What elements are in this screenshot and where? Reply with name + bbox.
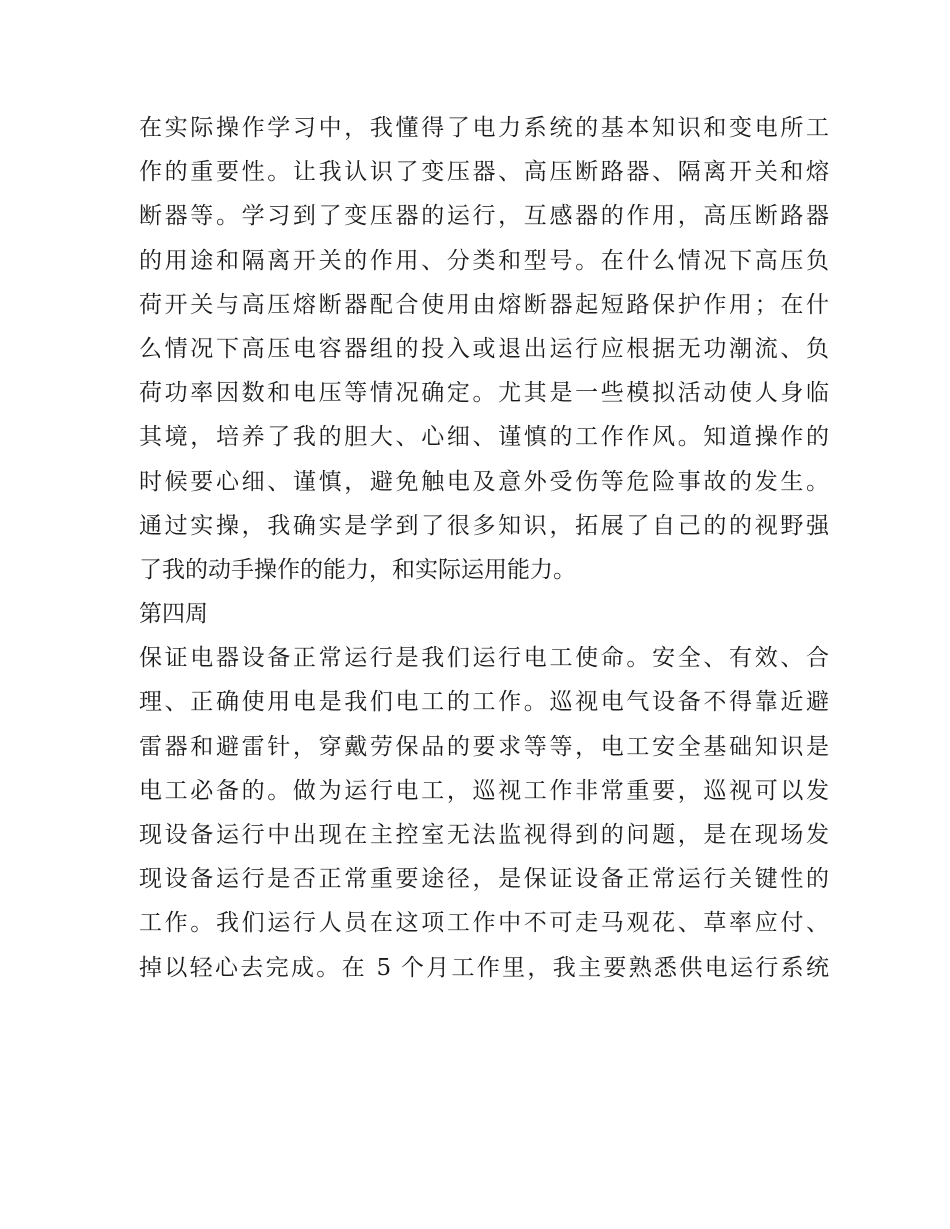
text-line: 电工必备的。做为运行电工，巡视工作非常重要，巡视可以发 <box>139 777 829 804</box>
text-line: 理、正确使用电是我们电工的工作。巡视电气设备不得靠近避 <box>139 689 829 716</box>
text-line: 时候要心细、谨慎，避免触电及意外受伤等危险事故的发生。 <box>139 468 829 495</box>
text-line: 断器等。学习到了变压器的运行，互感器的作用，高压断路器 <box>139 203 829 230</box>
text-line: 了我的动手操作的能力，和实际运用能力。 <box>139 556 576 583</box>
text-line: 其境，培养了我的胆大、心细、谨慎的工作作风。知道操作的 <box>139 424 829 451</box>
paragraph-2 <box>139 636 829 990</box>
text-line: 在实际操作学习中，我懂得了电力系统的基本知识和变电所工 <box>139 115 829 141</box>
text-line: 的用途和隔离开关的作用、分类和型号。在什么情况下高压负 <box>139 247 829 274</box>
text-line: 掉以轻心去完成。在 5 个月工作里，我主要熟悉供电运行系统 <box>139 954 829 981</box>
text-line: 荷开关与高压熔断器配合使用由熔断器起短路保护作用；在什 <box>139 291 829 318</box>
text-line: 雷器和避雷针，穿戴劳保品的要求等等，电工安全基础知识是 <box>139 733 829 760</box>
text-line: 保证电器设备正常运行是我们运行电工使命。安全、有效、合 <box>139 645 829 672</box>
text-line: 通过实操，我确实是学到了很多知识，拓展了自己的的视野强 <box>139 512 829 539</box>
text-line: 工作。我们运行人员在这项工作中不可走马观花、草率应付、 <box>139 910 829 937</box>
text-line: 么情况下高压电容器组的投入或退出运行应根据无功潮流、负 <box>139 335 829 362</box>
paragraph-1 <box>139 106 829 592</box>
section-heading: 第四周 <box>139 601 208 628</box>
text-line: 作的重要性。让我认识了变压器、高压断路器、隔离开关和熔 <box>139 159 829 186</box>
body-text <box>139 106 829 990</box>
text-line: 现设备运行是否正常重要途径，是保证设备正常运行关键性的 <box>139 866 829 893</box>
text-line: 荷功率因数和电压等情况确定。尤其是一些模拟活动使人身临 <box>139 380 829 407</box>
text-line: 现设备运行中出现在主控室无法监视得到的问题，是在现场发 <box>139 822 829 848</box>
